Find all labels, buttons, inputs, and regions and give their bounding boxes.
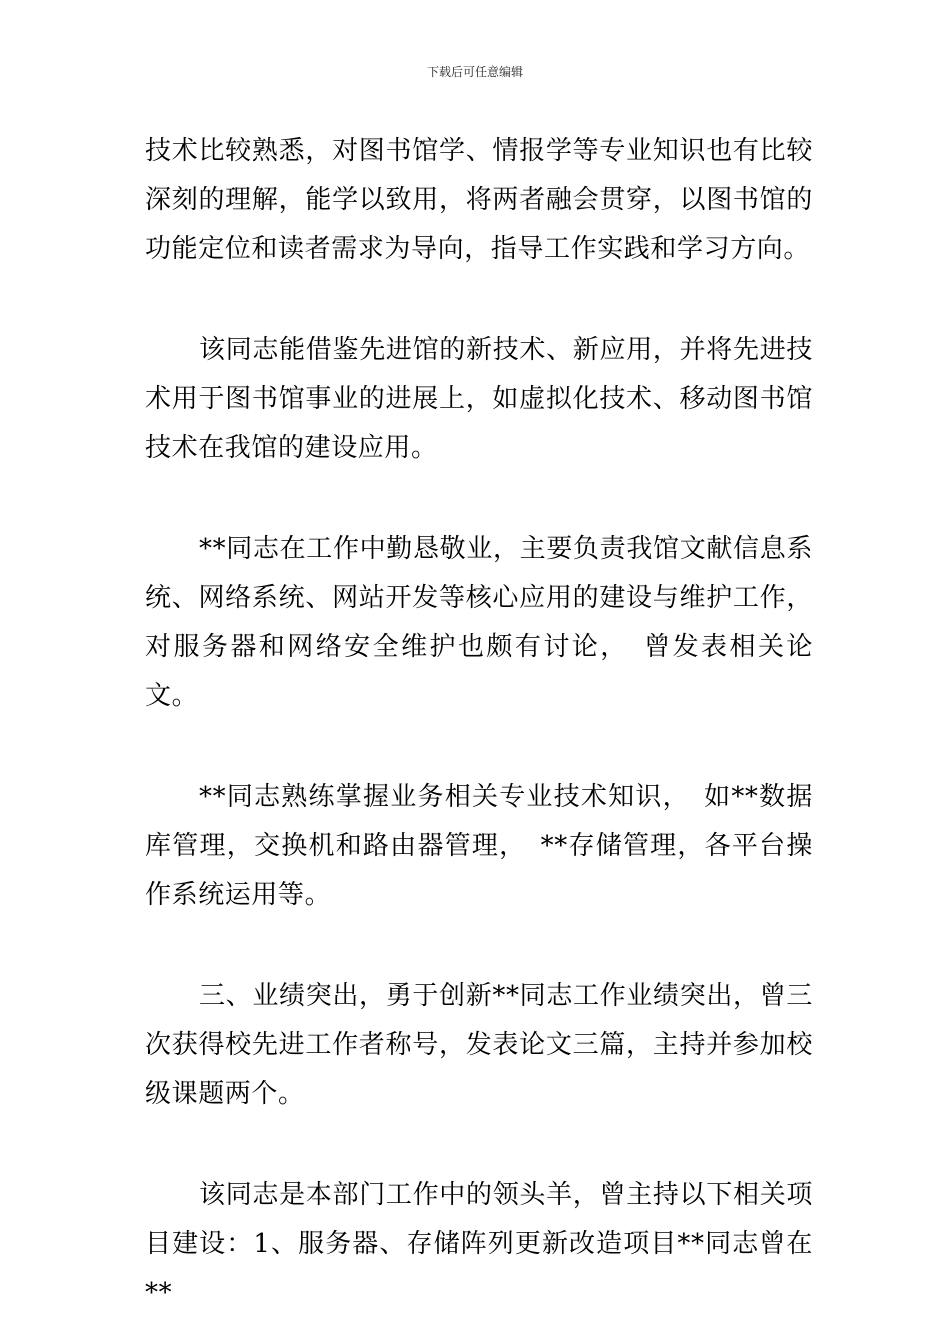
paragraph-1: 技术比较熟悉，对图书馆学、情报学等专业知识也有比较深刻的理解，能学以致用，将两者融会贯穿，以图书馆的功能定位和读者需求为导向，指导工作实践和学习方向。: [145, 136, 813, 264]
paragraph-6: 该同志是本部门工作中的领头羊，曾主持以下相关项目建设：1、服务器、存储阵列更新改造项目**同志曾在**: [145, 1180, 813, 1308]
paragraph-gap: [145, 473, 813, 525]
document-body: [145, 127, 813, 1318]
paragraph-2: 该同志能借鉴先进馆的新技术、新应用，并将先进技术用于图书馆事业的进展上，如虚拟化技术、移动图书馆技术在我馆的建设应用。: [145, 335, 813, 463]
paragraph-gap: [145, 274, 813, 326]
paragraph-3: **同志在工作中勤恳敬业，主要负责我馆文献信息系统、网络系统、网站开发等核心应用的建设与维护工作，对服务器和网络安全维护也颇有讨论， 曾发表相关论文。: [145, 534, 813, 711]
header-note: 下载后可任意编辑: [426, 65, 523, 79]
paragraph-5: 三、业绩突出，勇于创新**同志工作业绩突出，曾三次获得校先进工作者称号，发表论文三篇，主持并参加校级课题两个。: [145, 981, 813, 1109]
paragraph-gap: [145, 920, 813, 972]
paragraph-gap: [145, 1119, 813, 1171]
paragraph-gap: [145, 721, 813, 773]
paragraph-4: **同志熟练掌握业务相关专业技术知识， 如**数据库管理，交换机和路由器管理， **存储管理，各平台操作系统运用等。: [145, 782, 813, 910]
